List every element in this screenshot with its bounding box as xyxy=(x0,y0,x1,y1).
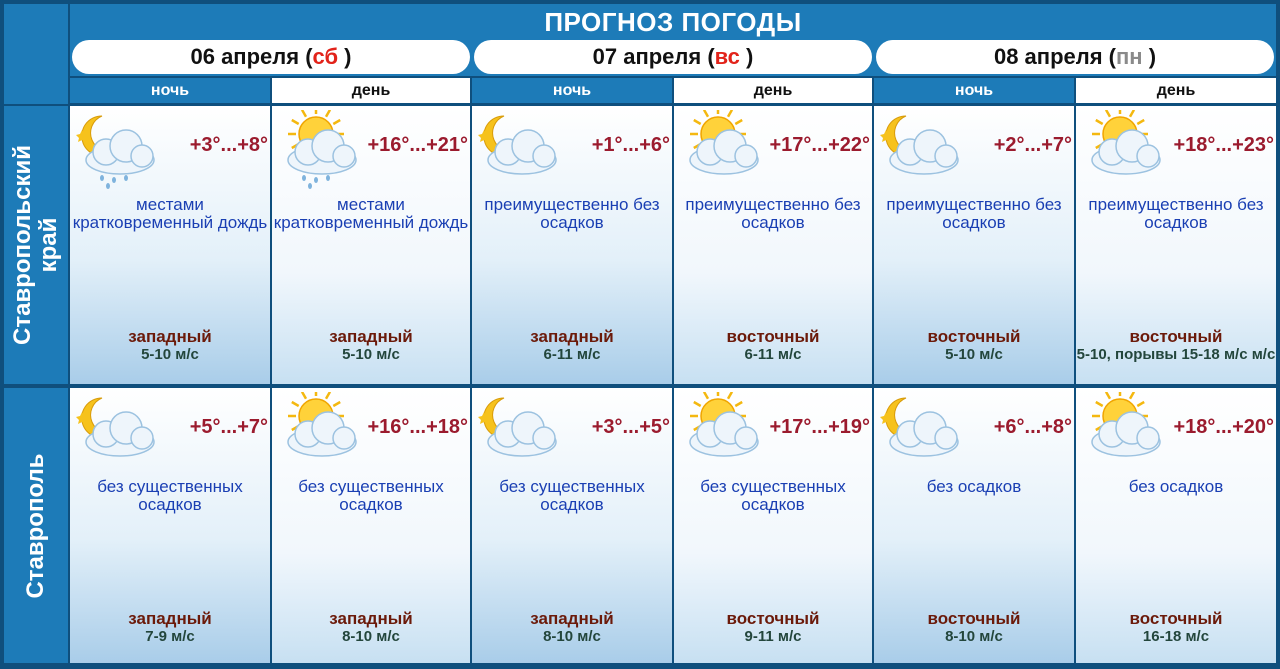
temperature-range: +17°...+22° xyxy=(769,134,870,156)
temperature-range: +3°...+5° xyxy=(591,416,670,438)
forecast-cell xyxy=(272,106,470,384)
wind-direction: восточный xyxy=(1129,609,1223,628)
temperature-range: +17°...+19° xyxy=(769,416,870,438)
temperature-range: +3°...+8° xyxy=(189,134,268,156)
weather-description: местами кратковременный дождь xyxy=(273,195,469,232)
date-text: 06 апреля ( xyxy=(190,44,313,69)
weather-description: без существенных осадков xyxy=(499,477,645,514)
weather-description: без существенных осадков xyxy=(700,477,846,514)
date-close: ) xyxy=(1142,44,1157,69)
region-name: Ставрополь xyxy=(22,452,49,599)
wind-speed: 5-10 м/с xyxy=(945,346,1003,363)
forecast-cell xyxy=(472,106,672,384)
moon-rain-cloud-icon xyxy=(72,110,164,182)
wind-speed: 7-9 м/с xyxy=(145,628,195,645)
wind-direction: западный xyxy=(128,609,212,628)
temperature-range: +5°...+7° xyxy=(189,416,268,438)
wind-direction: западный xyxy=(530,327,614,346)
sun-cloud-icon xyxy=(676,110,768,182)
forecast-cell xyxy=(1076,106,1276,384)
wind-direction: восточный xyxy=(927,327,1021,346)
corner-blank xyxy=(4,4,68,104)
sun-cloud-icon xyxy=(1078,110,1170,182)
weather-description: без осадков xyxy=(1128,477,1224,496)
wind-direction: восточный xyxy=(927,609,1021,628)
moon-cloud-icon xyxy=(72,392,164,464)
weather-description: преимущественно без осадков xyxy=(484,195,660,232)
wind-speed: 6-11 м/с xyxy=(744,346,802,363)
forecast-cell xyxy=(272,388,470,663)
weather-description: преимущественно без осадков xyxy=(685,195,861,232)
forecast-cell xyxy=(70,388,270,663)
region-label-stavropol-krai xyxy=(4,106,68,384)
weekday-label: сб xyxy=(312,44,339,69)
forecast-cell xyxy=(874,388,1074,663)
wind-direction: восточный xyxy=(726,327,820,346)
wind-direction: западный xyxy=(329,609,413,628)
date-header-day-2 xyxy=(474,40,872,74)
wind-direction: западный xyxy=(128,327,212,346)
weekday-label: пн xyxy=(1116,44,1143,69)
temperature-range: +6°...+8° xyxy=(993,416,1072,438)
moon-cloud-icon xyxy=(474,110,566,182)
region-name: Ставропольский край xyxy=(9,145,62,345)
forecast-cell xyxy=(70,106,270,384)
weekday-label: вс xyxy=(714,44,740,69)
period-day-2: день xyxy=(674,78,872,103)
period-day-1: день xyxy=(272,78,470,103)
sun-cloud-icon xyxy=(274,392,366,464)
wind-direction: восточный xyxy=(726,609,820,628)
forecast-cell xyxy=(1076,388,1276,663)
temperature-range: +18°...+20° xyxy=(1173,416,1274,438)
date-close: ) xyxy=(338,44,352,69)
forecast-title: ПРОГНОЗ ПОГОДЫ xyxy=(70,4,1276,38)
weather-description: без существенных осадков xyxy=(97,477,243,514)
moon-cloud-icon xyxy=(876,392,968,464)
wind-speed: 16-18 м/с xyxy=(1142,628,1210,645)
temperature-range: +18°...+23° xyxy=(1173,134,1274,156)
temperature-range: +1°...+6° xyxy=(591,134,670,156)
wind-speed: 8-10 м/с xyxy=(543,628,601,645)
wind-speed: 6-11 м/с xyxy=(543,346,601,363)
temperature-range: +2°...+7° xyxy=(993,134,1072,156)
sun-cloud-icon xyxy=(676,392,768,464)
forecast-cell xyxy=(674,388,872,663)
wind-speed: 9-11 м/с xyxy=(744,628,802,645)
date-text: 07 апреля ( xyxy=(592,44,715,69)
wind-direction: восточный xyxy=(1129,327,1223,346)
forecast-cell xyxy=(874,106,1074,384)
weather-description: преимущественно без осадков xyxy=(886,195,1062,232)
moon-cloud-icon xyxy=(876,110,968,182)
weather-description: преимущественно без осадков xyxy=(1088,195,1264,232)
wind-speed: 8-10 м/с xyxy=(342,628,400,645)
moon-cloud-icon xyxy=(474,392,566,464)
temperature-range: +16°...+18° xyxy=(367,416,468,438)
date-header-day-3 xyxy=(876,40,1274,74)
forecast-cell xyxy=(674,106,872,384)
date-close: ) xyxy=(739,44,754,69)
period-day-3: день xyxy=(1076,78,1276,103)
wind-direction: западный xyxy=(530,609,614,628)
forecast-cell xyxy=(472,388,672,663)
weather-description: без осадков xyxy=(926,477,1022,496)
period-night-3: ночь xyxy=(874,78,1074,103)
weather-description: местами кратковременный дождь xyxy=(72,195,268,232)
date-header-day-1 xyxy=(72,40,470,74)
temperature-range: +16°...+21° xyxy=(367,134,468,156)
weather-description: без существенных осадков xyxy=(298,477,444,514)
wind-direction: западный xyxy=(329,327,413,346)
period-night-1: ночь xyxy=(70,78,270,103)
sun-cloud-icon xyxy=(1078,392,1170,464)
region-label-stavropol xyxy=(4,388,68,663)
wind-speed: 5-10, порывы 15-18 м/с м/с xyxy=(1076,346,1276,363)
wind-speed: 5-10 м/с xyxy=(141,346,199,363)
date-text: 08 апреля ( xyxy=(993,44,1116,69)
period-night-2: ночь xyxy=(472,78,672,103)
wind-speed: 8-10 м/с xyxy=(945,628,1003,645)
sun-rain-cloud-icon xyxy=(274,110,366,182)
wind-speed: 5-10 м/с xyxy=(342,346,400,363)
